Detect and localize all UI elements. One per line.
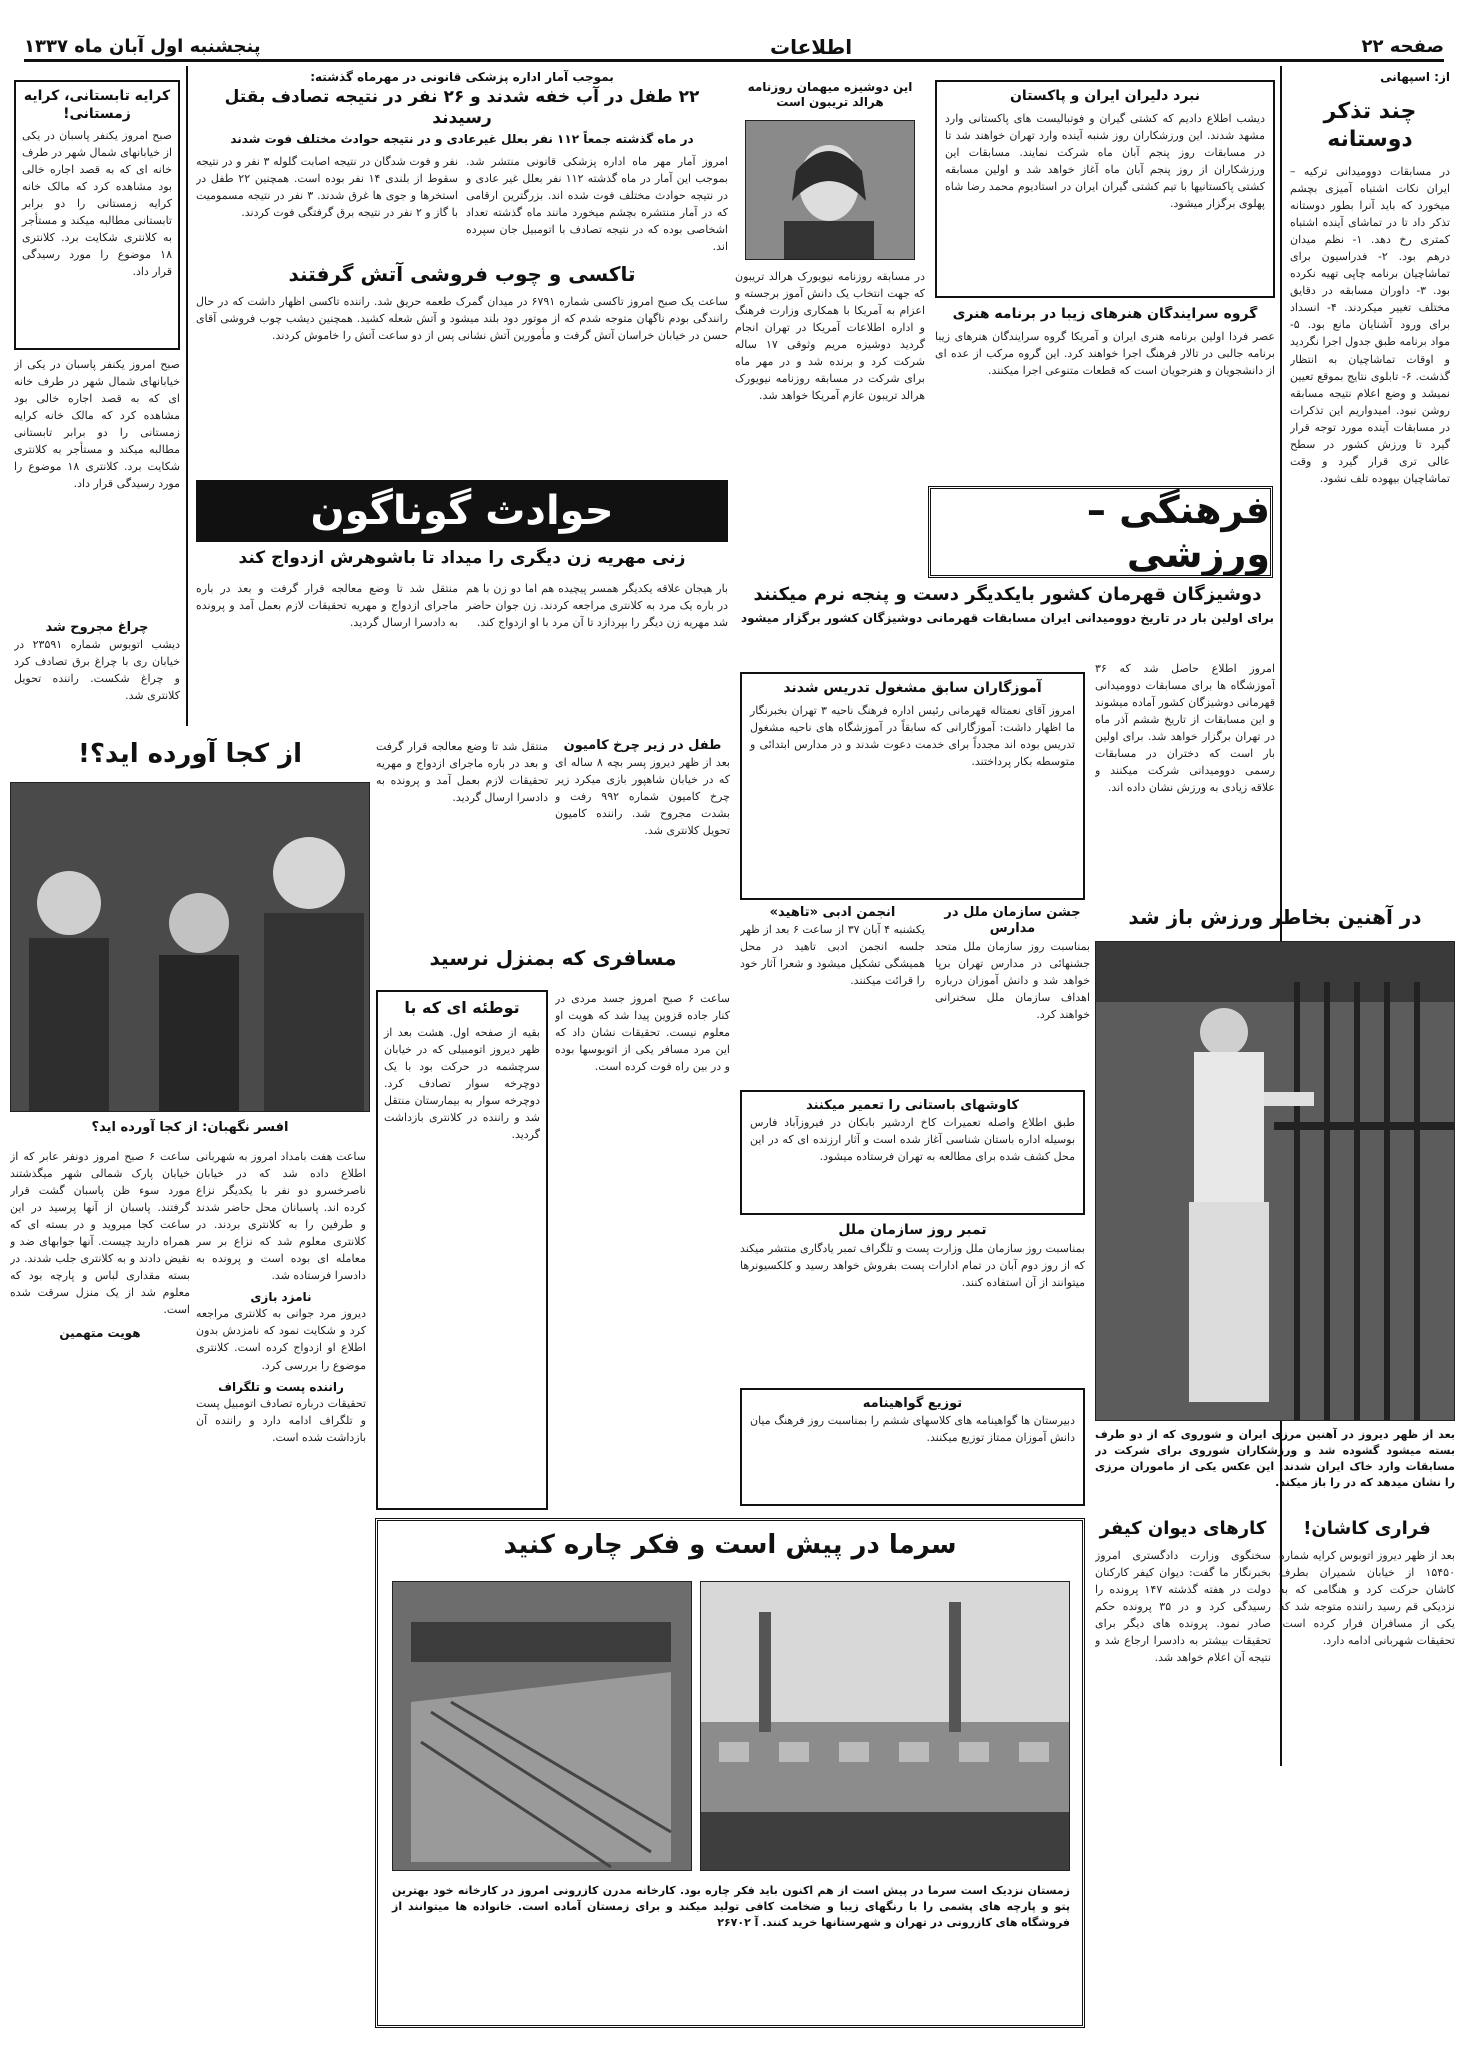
girl-portrait-image	[745, 121, 914, 260]
hawadeth-body-1: بار هیجان علاقه یکدیگر همسر پیچیده هم اما دو زن با هم در باره یک مرد به کلانتری مراجعه کردند. زن جوان حاضر شد مهریه زن دیگر را بپردازد تا آن مرد با او ازدواج کند.	[466, 582, 728, 630]
rent-continued-body: صبح امروز یکنفر پاسبان در یکی از خیابانهای شمال شهر در طرف خانه ای که به قصد اجاره خالی بود مشاهده کرد که مالک خانه کرایه زمستانی را دو برابر تابستانی مطالبه میکند و مستأجر به کلانتری شکایت برد. کلانتری ۱۸ موضوع را مورد رسیدگی قرار داد.	[14, 358, 180, 491]
long-story-body-3: تحقیقات درباره تصادف اتومبیل پست و تلگراف ادامه دارد و راننده آن بازداشت شده است.	[196, 1396, 366, 1444]
long-story-sub3: هویت متهمین	[59, 1326, 141, 1341]
iron-gate-image	[1095, 942, 1454, 1421]
stadium-caption: بعد از ظهر دیروز در آهنین مرزی ایران و شوروی که از دو طرف بسته میشود گشوده شد و ورزشکاران شوروی برای شرکت در مسابقات وارد خاک ایران شدند. این عکس یکی از ماموران مرزی را نشان میدهد که در را باز میکند.	[1095, 1428, 1455, 1489]
factory-building-image	[700, 1582, 1069, 1871]
herald-body: در مسابقه روزنامه نیویورک هرالد تریبون که جهت انتخاب یک دانش آموز برجسته و اعزام به آمریکا با همکاری وزارت فرهنگ و اداره اطلاعات آمریکا در تهران انجام گردید دوشیزه مریم وثوقی ۱۷ ساله شرکت کرد و برنده شد و در مهر ماه برای شرکت در مسابقه روزنامه نیویورک هرالد تریبون عازم آمریکا خواهد شد.	[735, 270, 925, 403]
issue-date: پنجشنبه اول آبان ماه ۱۳۳۷	[24, 36, 261, 57]
taxi-body: ساعت یک صبح امروز تاکسی شماره ۶۷۹۱ در میدان گمرک طعمه حریق شد. راننده تاکسی اظهار داشت که در حال رانندگی بودم ناگهان متوجه شدم که از موتور دود بلند میشود و آتش شعله کشید. همچنین دیشب چوب فروشی آقای حسن در خیابان خراسان آتش گرفت و مأمورین آتش نشانی پس از دو ساعت آتش را خاموش کردند.	[196, 295, 728, 343]
archeology-box	[740, 1090, 1085, 1215]
teachers-title: آموزگاران سابق مشغول تدریس شدند	[783, 680, 1042, 696]
kashan-article	[1279, 1518, 1455, 1666]
hawadeth-body-2: منتقل شد تا وضع معالجه قرار گرفت و بعد در باره ماجرای ازدواج و مهریه تحقیقات لازم بعمل آمد و پرونده به دادسرا ارسال گردید.	[196, 582, 458, 630]
girl-photo-caption: این دوشیزه میهمان روزنامه هرالد تریبون است	[747, 80, 913, 109]
where-block	[10, 738, 370, 1143]
isfahani-kicker: از: اسپهانی	[1380, 70, 1450, 84]
plot-title: توطئه ای که با	[404, 998, 520, 1017]
passenger-article	[555, 990, 730, 1510]
stats-body-1: امروز آمار مهر ماه اداره پزشکی قانونی منتشر شد. بموجب این آمار در ماه گذشته ۱۱۲ نفر بعلل غیر عادی و در نتیجه حوادث مختلف فوت شده اند. بزرگترین ارقامی که در آمار منتشره بچشم میخورد مانند ماه گذشته تعداد اشخاصی بوده که در نتیجه تصادف با اتومبیل جان سپرده اند.	[466, 154, 728, 253]
kashan-title: فراری کاشان!	[1303, 1518, 1431, 1539]
culture-sport-banner	[928, 486, 1273, 578]
assoc-article	[740, 905, 925, 1085]
taxi-article	[196, 262, 728, 472]
cold-headline: سرما در پیش است و فکر چاره کنید	[503, 1530, 957, 1560]
lamp-title: چراغ مجروح شد	[45, 620, 149, 635]
hawadeth-headline: زنی مهریه زن دیگری را میداد تا باشوهرش ازدواج کند	[238, 548, 686, 568]
athletes-headline-block	[740, 584, 1275, 654]
court-article	[1095, 1518, 1271, 1666]
stadium-photo-block	[1095, 905, 1455, 1505]
rent-title: کرایه تابستانی، کرایه زمستانی!	[23, 88, 171, 122]
athletes-headline: دوشیزگان قهرمان کشور بایکدیگر دست و پنجه نرم میکنند	[753, 584, 1262, 605]
column-rule	[186, 66, 188, 726]
art-group-body: عصر فردا اولین برنامه هنری ایران و آمریکا گروه سرایندگان هنرهای زیبا برنامه جالبی در تالار فرهنگ اجرا خواهند کرد. این گروه مرکب از عده ای از دانشجویان و هنرجویان است که قطعات متنوعی اجرا میکنند.	[935, 329, 1275, 377]
where-body-block	[10, 1148, 190, 2028]
page-number: صفحه ۲۲	[1361, 36, 1444, 57]
un-day-article	[935, 905, 1090, 1085]
kashan-body: بعد از ظهر دیروز اتوبوس کرایه شماره ۱۵۴۵۰ از خیابان شمیران بطرف کاشان حرکت کرد و هنگامی که به نزدیکی قم رسید راننده متوجه شد که یکی از مسافران فرار کرده است. تحقیقات شهربانی ادامه دارد.	[1279, 1548, 1455, 1647]
cold-caption: زمستان نزدیک است سرما در پیش است از هم اکنون باید فکر چاره بود. کارخانه مدرن کازرونی امروز در کارخانه خود بهترین پتو و پارچه های پشمی را با رنگهای زیبا و ضخامت کافی تولید میکند و برای زمستان آماده است. خانواده ها میتوانند از فروشگاه های کازرونی در تهران و شهرستانها خرید کنند. آ ۲۶۷۰۲	[392, 1884, 1070, 1929]
certificates-body: دبیرستان ها گواهینامه های کلاسهای ششم را بمناسبت روز فرهنگ میان دانش آموزان ممتاز توزیع میکنند.	[750, 1414, 1075, 1445]
stadium-headline: در آهنین بخاطر ورزش باز شد	[1128, 905, 1422, 929]
truck-title: طفل در زیر چرخ کامیون	[563, 738, 722, 753]
isfahani-title: چند تذکر دوستانه	[1323, 99, 1417, 152]
iron-gate-photo	[1095, 941, 1455, 1421]
bottom-right-articles	[1095, 1518, 1455, 2033]
long-story-body: ساعت هفت بامداد امروز به شهربانی اطلاع داده شد که در خیابان ناصرخسرو دو نفر با یکدیگر نزاع کرده اند. پاسبانان محل حاضر شدند و طرفین را به کلانتری بردند. در کلانتری معلوم شد که نزاع بر سر معامله ای بوده است و پرونده به دادسرا فرستاده شد.	[196, 1150, 366, 1283]
archeology-body: طبق اطلاع واصله تعمیرات کاخ اردشیر بابکان در فیروزآباد فارس بوسیله اداره باستان شناسی آغاز شده است و آثار ارزنده ای که در این محل کشف شده برای مطالعه به تهران فرستاده میشود.	[750, 1116, 1075, 1164]
herald-article	[735, 268, 925, 568]
athletes-subhead: برای اولین بار در تاریخ دوومیدانی ایران مسابقات قهرمانی دوشیزگان کشور برگزار میشود	[740, 610, 1275, 625]
certificates-title: توزیع گواهینامه	[862, 1396, 963, 1411]
lamp-body: دیشب اتوبوس شماره ۲۳۵۹۱ در خیابان ری با چراغ برق تصادف کرد و چراغ شکست. راننده تحویل کلانتری شد.	[14, 638, 180, 703]
lamp-article	[14, 620, 180, 720]
hawadeth-continued	[376, 738, 548, 938]
athletes-body: امروز اطلاع حاصل شد که ۳۶ آموزشگاه ها برای مسابقات دوومیدانی قهرمانی دوشیزگان کشور آماده میشوند و این مسابقات از تاریخ ششم آذر ماه در تهران برگزار خواهد شد. برای اولین بار است که دختران در مسابقات رسمی دوومیدانی شرکت میکنند و علاقه زیادی به ورزش نشان داده اند.	[1095, 662, 1275, 795]
taxi-title: تاکسی و چوب فروشی آتش گرفتند	[288, 262, 636, 286]
girl-photo-block	[735, 80, 925, 260]
isfahani-body: در مسابقات دوومیدانی ترکیه – ایران نکات اشتباه آمیزی بچشم میخورد که باید آنرا بطور دوستانه تذکر داد تا در تماشای آینده اشتباه کمتری رخ دهد. ۱- نظم میدان درهم بود. ۲- فدراسیون برای تماشاچیان برنامه چاپی تهیه نکرده بود. ۳- داوران مسابقه در دقایق مختلف تغییر میکردند. ۴- انسداد برای ورود آشنایان مانع بود. ۵- مواد برنامه طبق جدول اجرا نگردید و اوقات تماشاچیان به انتظار گذشت. ۶- تابلوی نتایج بموقع تعیین نمیشد و وضع اعلام نتیجه مسابقه روشن نبود. امیدواریم این تذکرات در مسابقات آینده مورد توجه قرار گیرد تا ورزش کشور در سطح عالی تری قرار گیرد و وقت تماشاچیان بیهوده تلف نشود.	[1290, 165, 1450, 485]
un-stamp-title: تمبر روز سازمان ملل	[838, 1222, 987, 1238]
rent-body: صبح امروز یکنفر پاسبان در یکی از خیابانهای شمال شهر در طرف خانه ای که به قصد اجاره خالی بود مشاهده کرد که مالک خانه کرایه زمستانی را دو برابر تابستانی مطالبه میکند و مستأجر به کلانتری شکایت برد. کلانتری ۱۸ موضوع را مورد رسیدگی قرار داد.	[22, 129, 172, 279]
factory-photo-left	[392, 1581, 692, 1871]
teachers-body: امروز آقای نعمتاله قهرمانی رئیس اداره فرهنگ ناحیه ۳ تهران بخبرنگار ما اظهار داشت: آموزگارانی که سابقاً در آموزشگاه های ناحیه مشغول تدریس بوده اند مجدداً برای خدمت دعوت شدند و در مدارس ابتدائی و متوسطه بکار پرداختند.	[750, 703, 1076, 768]
assoc-title: انجمن ادبی «تاهید»	[769, 905, 896, 920]
archeology-title: کاوشهای باستانی را تعمیر میکنند	[806, 1098, 1019, 1113]
stats-subhead: در ماه گذشته جمعاً ۱۱۲ نفر بعلل غیرعادی و در نتیجه حوادث مختلف فوت شدند	[230, 131, 694, 146]
long-story-sub2: راننده پست و تلگراف	[218, 1379, 344, 1394]
court-title: کارهای دیوان کیفر	[1099, 1518, 1267, 1539]
stats-kicker: بموجب آمار اداره پزشکی قانونی در مهرماه گذشته:	[310, 70, 614, 84]
court-body: سخنگوی وزارت دادگستری امروز بخبرنگار ما گفت: دیوان کیفر کارکنان دولت در هفته گذشته ۱۴۷ پرونده را رسیدگی کرد و در ۳۵ پرونده حکم صادر نمود. پرونده های دیگر برای تحقیقات بیشتر به دادسرا ارجاع شد و نتیجه آن اعلام خواهد شد.	[1095, 1548, 1271, 1664]
hawadeth-continued-body: منتقل شد تا وضع معالجه قرار گرفت و بعد در باره ماجرای ازدواج و مهریه تحقیقات لازم بعمل آمد و پرونده به دادسرا ارسال گردید.	[376, 740, 548, 805]
un-stamp-article	[740, 1222, 1085, 1382]
culture-sport-banner-text: فرهنگی – ورزشی	[1086, 488, 1270, 576]
hawadeth-body-block	[196, 580, 728, 730]
certificates-box	[740, 1388, 1085, 1506]
long-story-block	[196, 1148, 366, 2028]
truck-body: بعد از ظهر دیروز پسر بچه ۸ ساله ای که در خیابان شاهپور بازی میکرد زیر چرخ کامیون شماره ۹۹۲ رفت و بشدت مجروح شد. راننده کامیون تحویل کلانتری شد.	[555, 756, 730, 838]
suspects-image	[10, 783, 369, 1112]
girl-photo	[745, 120, 915, 260]
cold-advert	[375, 1518, 1085, 2028]
isfahani-column	[1290, 70, 1450, 900]
un-day-body: بمناسبت روز سازمان ملل متحد جشنهائی در مدارس تهران برپا خواهد شد و دانش آموزان درباره اهداف سازمان ملل سخنرانی خواهند کرد.	[935, 939, 1090, 1021]
factory-machine-image	[392, 1582, 691, 1871]
paper-name: اطلاعات	[769, 34, 853, 59]
hawadeth-banner: حوادث گوناگون	[196, 480, 728, 542]
factory-photo-right	[700, 1581, 1070, 1871]
passenger-headline-block	[376, 946, 730, 986]
masthead	[24, 34, 1444, 62]
stats-body-2: نفر و فوت شدگان در نتیجه اصابت گلوله ۳ نفر و در نتیجه سقوط از بلندی ۱۴ نفر بوده است. همچنین ۲۲ طفل در استخرها و جوی ها غرق شدند. ۳ نفر در نتیجه مسمومیت با گاز و ۲ نفر در نتیجه برق گرفتگی فوت کردند.	[196, 154, 459, 219]
rent-box	[14, 80, 180, 350]
truck-article	[555, 738, 730, 938]
passenger-body: ساعت ۶ صبح امروز جسد مردی در کنار جاده قزوین پیدا شد که هویت او معلوم نیست. تحقیقات نشان داد که این مرد مسافر یکی از اتوبوسها بوده و در بین راه فوت کرده است.	[555, 992, 730, 1074]
plot-body: بقیه از صفحه اول. هشت بعد از ظهر دیروز اتومبیلی که در خیابان سرچشمه در حرکت بود با یک دوچرخه سوار تصادف کرد. دوچرخه سوار به بیمارستان منتقل شد و راننده در کلانتری بازداشت گردید.	[384, 1026, 540, 1142]
long-story-body-2: دیروز مرد جوانی به کلانتری مراجعه کرد و شکایت نمود که نامزدش بدون اطلاع او ازدواج کرده است. کلانتری موضوع را بررسی کرد.	[196, 1307, 366, 1372]
passenger-title: مسافری که بمنزل نرسید	[429, 946, 677, 970]
art-group-title: گروه سرایندگان هنرهای زیبا در برنامه هنری	[952, 306, 1258, 322]
plot-box	[376, 990, 548, 1510]
un-stamp-body: بمناسبت روز سازمان ملل وزارت پست و تلگراف تمبر یادگاری منتشر میکند که از روز دوم آبان در تمام ادارات پست بفروش خواهد رسید و کلکسیونرها میتوانند از آن استفاده کنند.	[740, 1241, 1085, 1289]
stats-article	[196, 70, 728, 255]
teachers-box	[740, 672, 1085, 900]
athletes-body-block	[1095, 660, 1275, 900]
long-story-sub1: نامزد بازی	[250, 1290, 312, 1305]
wrestling-body: دیشب اطلاع دادیم که کشتی گیران و فوتبالیست های پاکستانی وارد مشهد شدند. این ورزشکاران روز شنبه آینده وارد تهران خواهند شد تا در مسابقات روز پنجم آبان ماه شرکت نمایند. مسابقات این ورزشکاران از روز پنجم آبان ماه آغاز خواهد شد و اولین مسابقه کشتی پاکستانیها با تیم کشتی گیران ایران در استادیوم محمد رضا شاه پهلوی برگزار میشود.	[945, 111, 1265, 210]
art-group-article	[935, 306, 1275, 476]
where-caption: افسر نگهبان: از کجا آورده اید؟	[91, 1120, 289, 1135]
wrestling-title: نبرد دلیران ایران و پاکستان	[1009, 88, 1200, 104]
suspects-photo	[10, 782, 370, 1112]
wrestling-box	[935, 80, 1275, 298]
un-day-title: جشن سازمان ملل در مدارس	[944, 905, 1081, 937]
assoc-body: یکشنبه ۴ آبان ۳۷ از ساعت ۶ بعد از ظهر جلسه انجمن ادبی تاهید در محل همیشگی تشکیل میشود و شعرا آثار خود را قرائت میکنند.	[740, 923, 925, 988]
stats-headline: ۲۲ طفل در آب خفه شدند و ۲۶ نفر در نتیجه تصادف بقتل رسیدند	[224, 87, 700, 129]
where-title: از کجا آورده اید؟!	[77, 739, 303, 769]
where-body: ساعت ۶ صبح امروز دونفر عابر که از خیابان پارک شمالی شهر میگذشتند مورد سوء ظن پاسبان گشت قرار گرفتند. پاسبان از آنها پرسید در این ساعت کجا میروید و در بسته ای که همراه دارید چیست. آنها جوابهای ضد و نقیض دادند و به کلانتری جلب شدند. در بسته مقداری لباس و پارچه بود که معلوم شد از یک منزل سرقت شده است.	[10, 1150, 190, 1317]
